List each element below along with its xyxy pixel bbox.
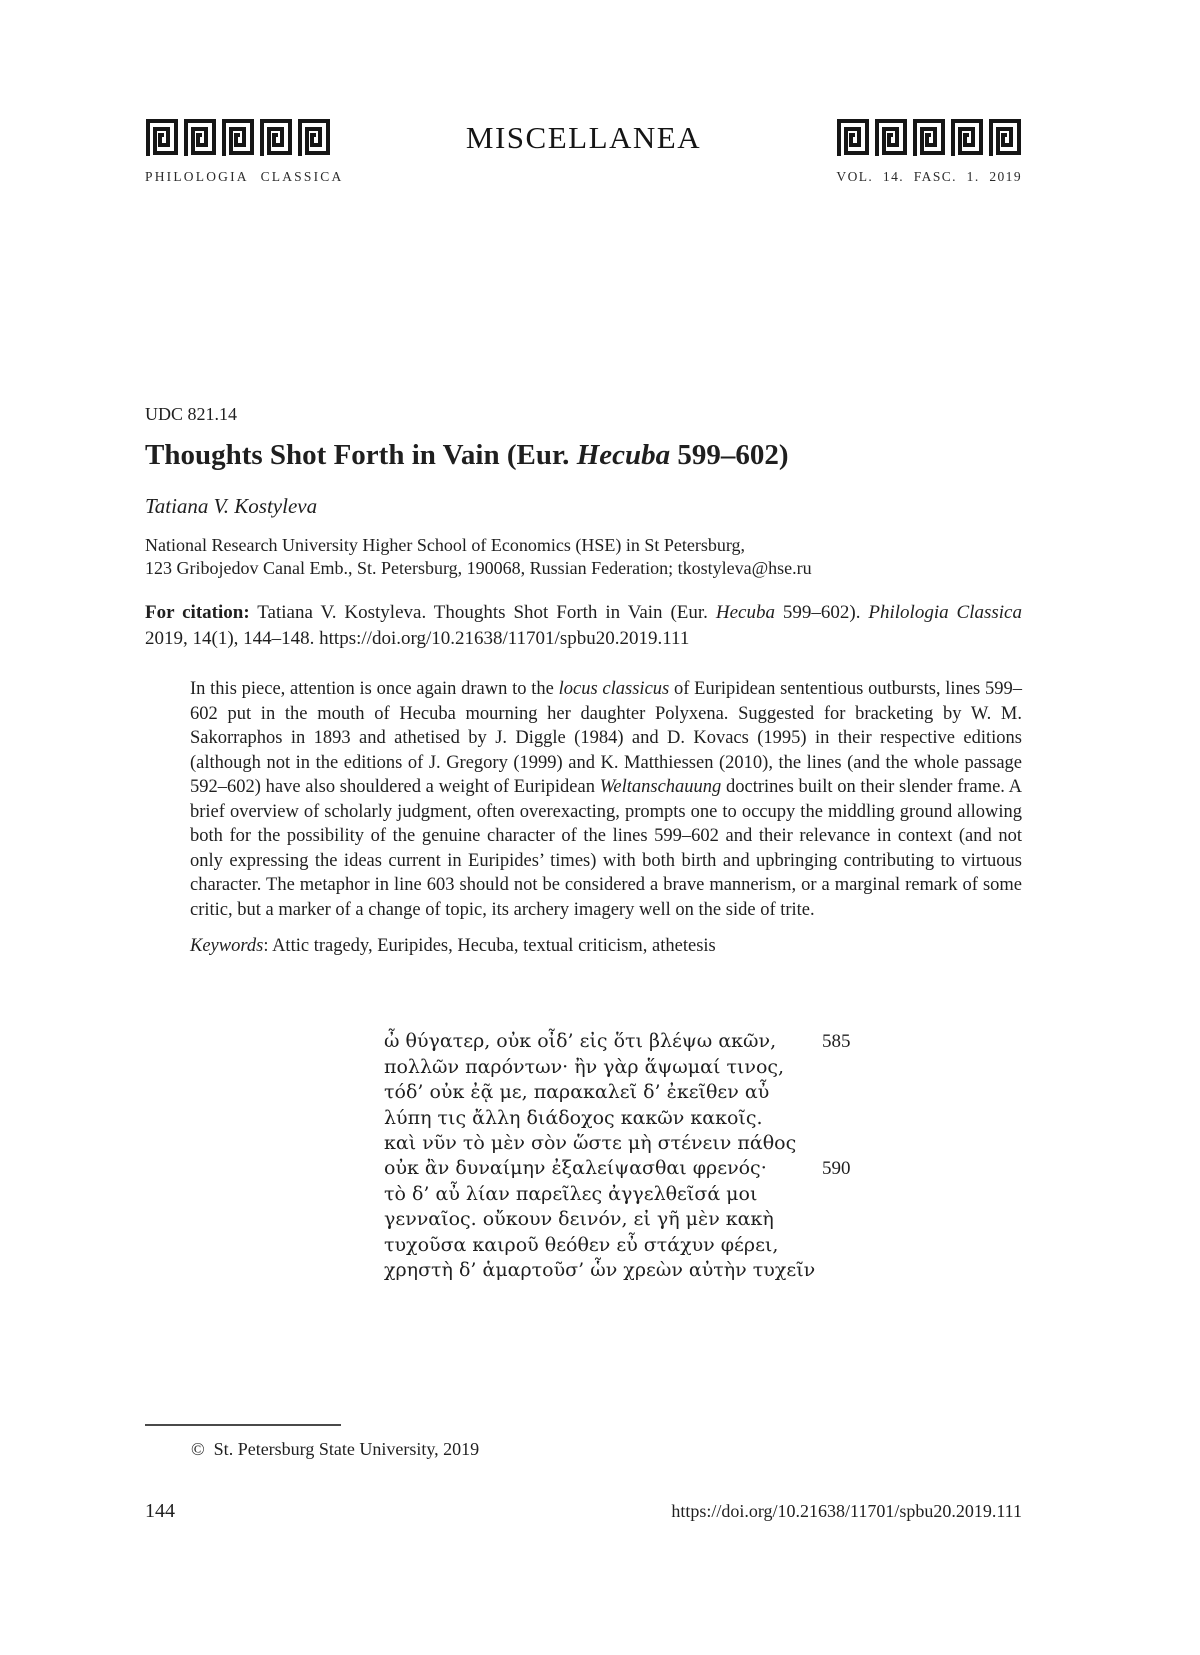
- affiliation-line: National Research University Higher School of Economics (HSE) in St Petersburg,: [145, 535, 746, 556]
- page-header: [145, 118, 1022, 185]
- meander-ornament-right: [832, 118, 1022, 156]
- greek-key-meander-icon: [912, 118, 946, 156]
- greek-key-meander-icon: [874, 118, 908, 156]
- footnote-rule: [145, 1424, 341, 1426]
- greek-key-meander-icon: [950, 118, 984, 156]
- affiliation-line: 123 Gribojedov Canal Emb., St. Petersburg, 190068, Russian Federation; tkostyleva@hse.ru: [145, 558, 812, 579]
- volume-info: VOL. 14. FASC. 1. 2019: [836, 169, 1022, 184]
- verse-line: [384, 1055, 1022, 1080]
- verse-line: [384, 1131, 1022, 1156]
- verse-line: [384, 1182, 1022, 1207]
- header-left-block: [145, 118, 344, 185]
- verse-line: [384, 1258, 1022, 1283]
- verse-text: γενναῖος. οὔκουν δεινόν, εἰ γῆ μὲν κακὴ: [384, 1208, 774, 1231]
- greek-verse-block: [384, 1029, 1022, 1283]
- verse-text: λύπη τις ἄλλη διάδοχος κακῶν κακοῖς.: [384, 1106, 763, 1129]
- keywords-line: Keywords: Attic tragedy, Euripides, Hecuba, textual criticism, athetesis: [190, 936, 716, 957]
- citation-paragraph: For citation: Tatiana V. Kostyleva. Thoughts Shot Forth in Vain (Eur. Hecuba 599–602). Philologia Classica 2019, 14(1), 144–148. https://doi.org/10.21638/11701/spbu20.2019.111: [145, 602, 1022, 649]
- author-name: Tatiana V. Kostyleva: [145, 494, 318, 519]
- greek-key-meander-icon: [183, 118, 217, 156]
- author-affiliation: [145, 534, 1022, 580]
- verse-text: ὦ θύγατερ, οὐκ οἶδ’ εἰς ὅτι βλέψω ακῶν,: [384, 1030, 777, 1053]
- verse-line-number: 585: [822, 1031, 851, 1053]
- article-title: Thoughts Shot Forth in Vain (Eur. Hecuba 599–602): [145, 439, 789, 471]
- section-title: MISCELLANEA: [465, 120, 702, 155]
- abstract-paragraph: In this piece, attention is once again drawn to the locus classicus of Euripidean sententious outbursts, lines 599–602 put in the mouth of Hecuba mourning her daughter Polyxena. Suggested for bracketing by W. M. Sakorraphos in 1893 and athetised by J. Diggle (1984) and D. Kovacs (1995) in their respective editions (although not in the editions of J. Gregory (1999) and K. Matthiessen (2010), the lines (and the whole passage 592–602) have also shouldered a weight of Euripidean Weltanschauung doctrines built on their slender frame. A brief overview of scholarly judgment, often overexacting, prompts one to occupy the middling ground allowing both for the possibility of the genuine character of the lines 599–602 and their relevance in context (and not only expressing the ideas current in Euripides’ times) with both birth and upbringing contributing to virtuous character. The metaphor in line 603 should not be considered a brave mannerism, or a marginal remark of some critic, but a marker of a change of topic, its archery imagery well on the side of trite.: [190, 679, 1022, 920]
- verse-line: [384, 1106, 1022, 1131]
- meander-ornament-left: [145, 118, 335, 156]
- verse-line: [384, 1080, 1022, 1105]
- verse-text: πολλῶν παρόντων· ἢν γὰρ ἅψωμαί τινος,: [384, 1055, 785, 1078]
- verse-line: [384, 1029, 1022, 1054]
- doi-link[interactable]: https://doi.org/10.21638/11701/spbu20.2019.111: [671, 1501, 1022, 1521]
- verse-line-number: 590: [822, 1158, 851, 1180]
- header-right-block: [832, 118, 1022, 185]
- page-number: 144: [145, 1500, 175, 1522]
- verse-line: [384, 1233, 1022, 1258]
- verse-text: χρηστὴ δ’ ἁμαρτοῦσ’ ὧν χρεὼν αὐτὴν τυχεῖν: [384, 1259, 816, 1281]
- verse-line: [384, 1207, 1022, 1232]
- greek-key-meander-icon: [297, 118, 331, 156]
- greek-key-meander-icon: [221, 118, 255, 156]
- article-body: [145, 404, 1022, 1283]
- greek-key-meander-icon: [988, 118, 1022, 156]
- greek-key-meander-icon: [145, 118, 179, 156]
- footnote-block: [145, 1424, 1022, 1460]
- verse-text: τόδ’ οὐκ ἐᾷ με, παρακαλεῖ δ’ ἐκεῖθεν αὖ: [384, 1081, 770, 1104]
- page-footer: [145, 1500, 1022, 1523]
- verse-text: καὶ νῦν τὸ μὲν σὸν ὥστε μὴ στένειν πάθος: [384, 1131, 797, 1154]
- verse-text: τυχοῦσα καιροῦ θεόθεν εὖ στάχυν φέρει,: [384, 1233, 779, 1256]
- greek-key-meander-icon: [259, 118, 293, 156]
- copyright-notice: © St. Petersburg State University, 2019: [191, 1439, 480, 1459]
- verse-line: [384, 1156, 1022, 1181]
- greek-key-meander-icon: [836, 118, 870, 156]
- verse-text: τὸ δ’ αὖ λίαν παρεῖλες ἀγγελθεῖσά μοι: [384, 1182, 758, 1205]
- journal-name: PHILOLOGIA CLASSICA: [145, 169, 344, 184]
- verse-text: οὐκ ἂν δυναίμην ἐξαλείψασθαι φρενός·: [384, 1157, 767, 1180]
- udc-code: UDC 821.14: [145, 404, 238, 424]
